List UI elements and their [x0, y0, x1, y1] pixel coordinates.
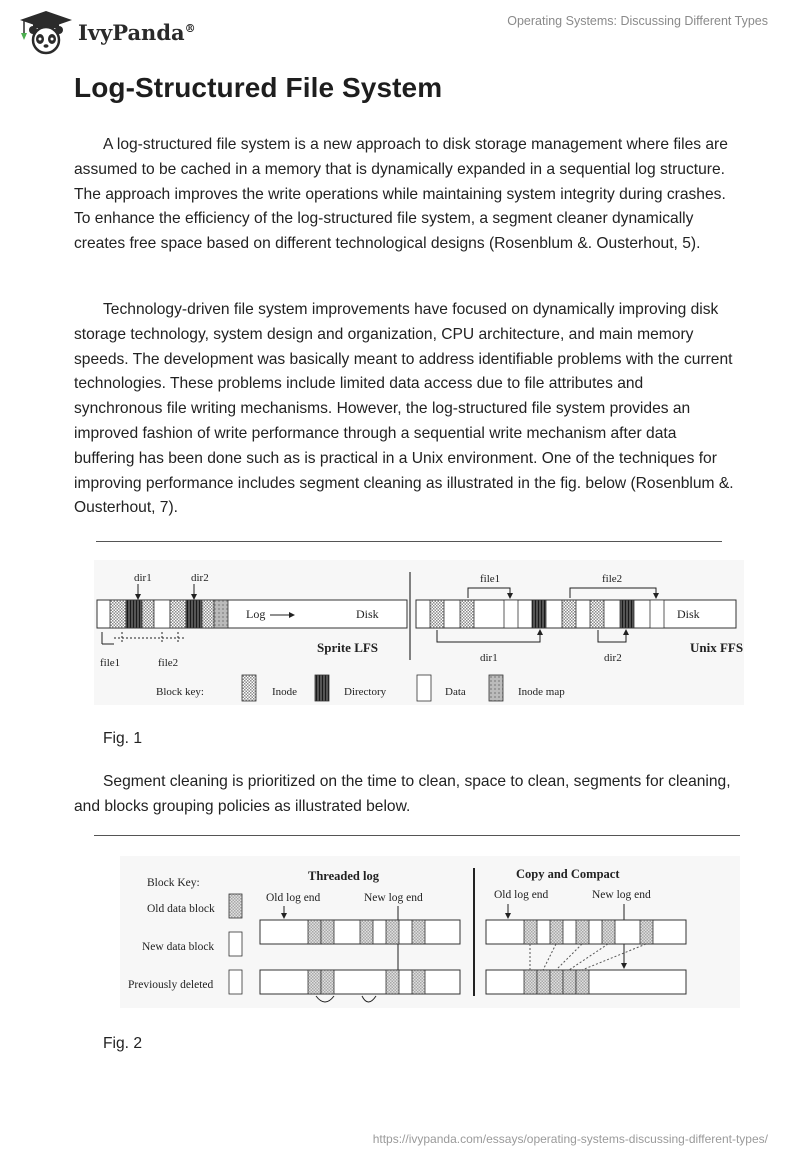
- panda-icon: [16, 9, 76, 55]
- paragraph-2: Technology-driven file system improvements have focused on dynamically improving disk storage technology, system design and organization, CPU architecture, and main memory speeds. The development was basically meant to address identifiable problems with the current technologies. These problems include limited data access due to file attributes and synchronous file writing mechanisms. However, the log-structured file system provides an improved fashion of write performance through a sequential write mechanism after data buffering has been done such as is practical in a Unix environment. One of the techniques for improving performance includes segment cleaning as illustrated in the fig. below (Rosenblum &. Ousterhout, 7).: [74, 301, 734, 517]
- lfs-vs-ffs-diagram: [94, 560, 744, 705]
- figure-1-caption: Fig. 1: [103, 730, 142, 747]
- ivypanda-logo[interactable]: [16, 9, 206, 55]
- old-log-end-label-2: Old log end: [494, 889, 549, 901]
- copy-compact-title: Copy and Compact: [516, 867, 620, 881]
- log-label: Log: [246, 607, 266, 621]
- new-data-label: New data block: [142, 941, 215, 953]
- figure-2-diagram: [120, 856, 740, 1013]
- paragraph-1: A log-structured file system is a new approach to disk storage management where files are assumed to be cached in a memory that is dynamically expanded in a sequential log structure. The approach improves the write operations while maintaining system integrity during crashes. To enhance the efficiency of the log-structured file system, a segment cleaner dynamically creates free space based on different technological designs (Rosenblum &. Ousterhout, 5).: [74, 136, 728, 253]
- source-url[interactable]: https://ivypanda.com/essays/operating-systems-discussing-different-types/: [372, 1132, 768, 1146]
- new-log-end-label-2: New log end: [592, 889, 651, 901]
- block-key-label-2: Block Key:: [147, 877, 200, 889]
- key-inode-map-label: Inode map: [518, 686, 565, 698]
- block-key-label: Block key:: [156, 686, 204, 698]
- page-header: [0, 0, 800, 60]
- dir1-label-ffs: dir1: [480, 652, 498, 664]
- unix-ffs-label: Unix FFS: [690, 640, 744, 655]
- file2-label-lfs: file2: [158, 657, 179, 669]
- document-title: Operating Systems: Discussing Different Types: [507, 14, 768, 28]
- disk-label-ffs: Disk: [677, 607, 700, 621]
- threaded-log-title: Threaded log: [308, 869, 379, 883]
- dir2-label-ffs: dir2: [604, 652, 622, 664]
- file1-label-lfs: file1: [100, 657, 121, 669]
- disk-label-lfs: Disk: [356, 607, 379, 621]
- new-log-end-label-1: New log end: [364, 892, 423, 904]
- file2-label-ffs: file2: [602, 573, 623, 585]
- figure-2-top-rule: [94, 835, 740, 836]
- prev-deleted-label: Previously deleted: [128, 979, 214, 991]
- figure-2-caption: Fig. 2: [103, 1035, 142, 1052]
- sprite-lfs-label: Sprite LFS: [317, 640, 379, 655]
- brand-name: IvyPanda®: [78, 20, 196, 45]
- figure-1-diagram: [94, 560, 744, 710]
- key-data-label: Data: [445, 686, 466, 698]
- section-heading: Log-Structured File System: [74, 72, 443, 103]
- segment-cleaning-diagram: [120, 856, 740, 1008]
- figure-1-top-rule: [96, 541, 722, 542]
- paragraph-3: Segment cleaning is prioritized on the time to clean, space to clean, segments for cleaning, and blocks grouping policies as illustrated below.: [74, 773, 731, 815]
- file1-label-ffs: file1: [480, 573, 501, 585]
- old-data-label: Old data block: [147, 903, 215, 915]
- key-inode-label: Inode: [272, 686, 298, 698]
- old-log-end-label-1: Old log end: [266, 892, 321, 904]
- key-directory-label: Directory: [344, 686, 387, 698]
- dir2-label-lfs: dir2: [191, 572, 209, 584]
- dir1-label-lfs: dir1: [134, 572, 152, 584]
